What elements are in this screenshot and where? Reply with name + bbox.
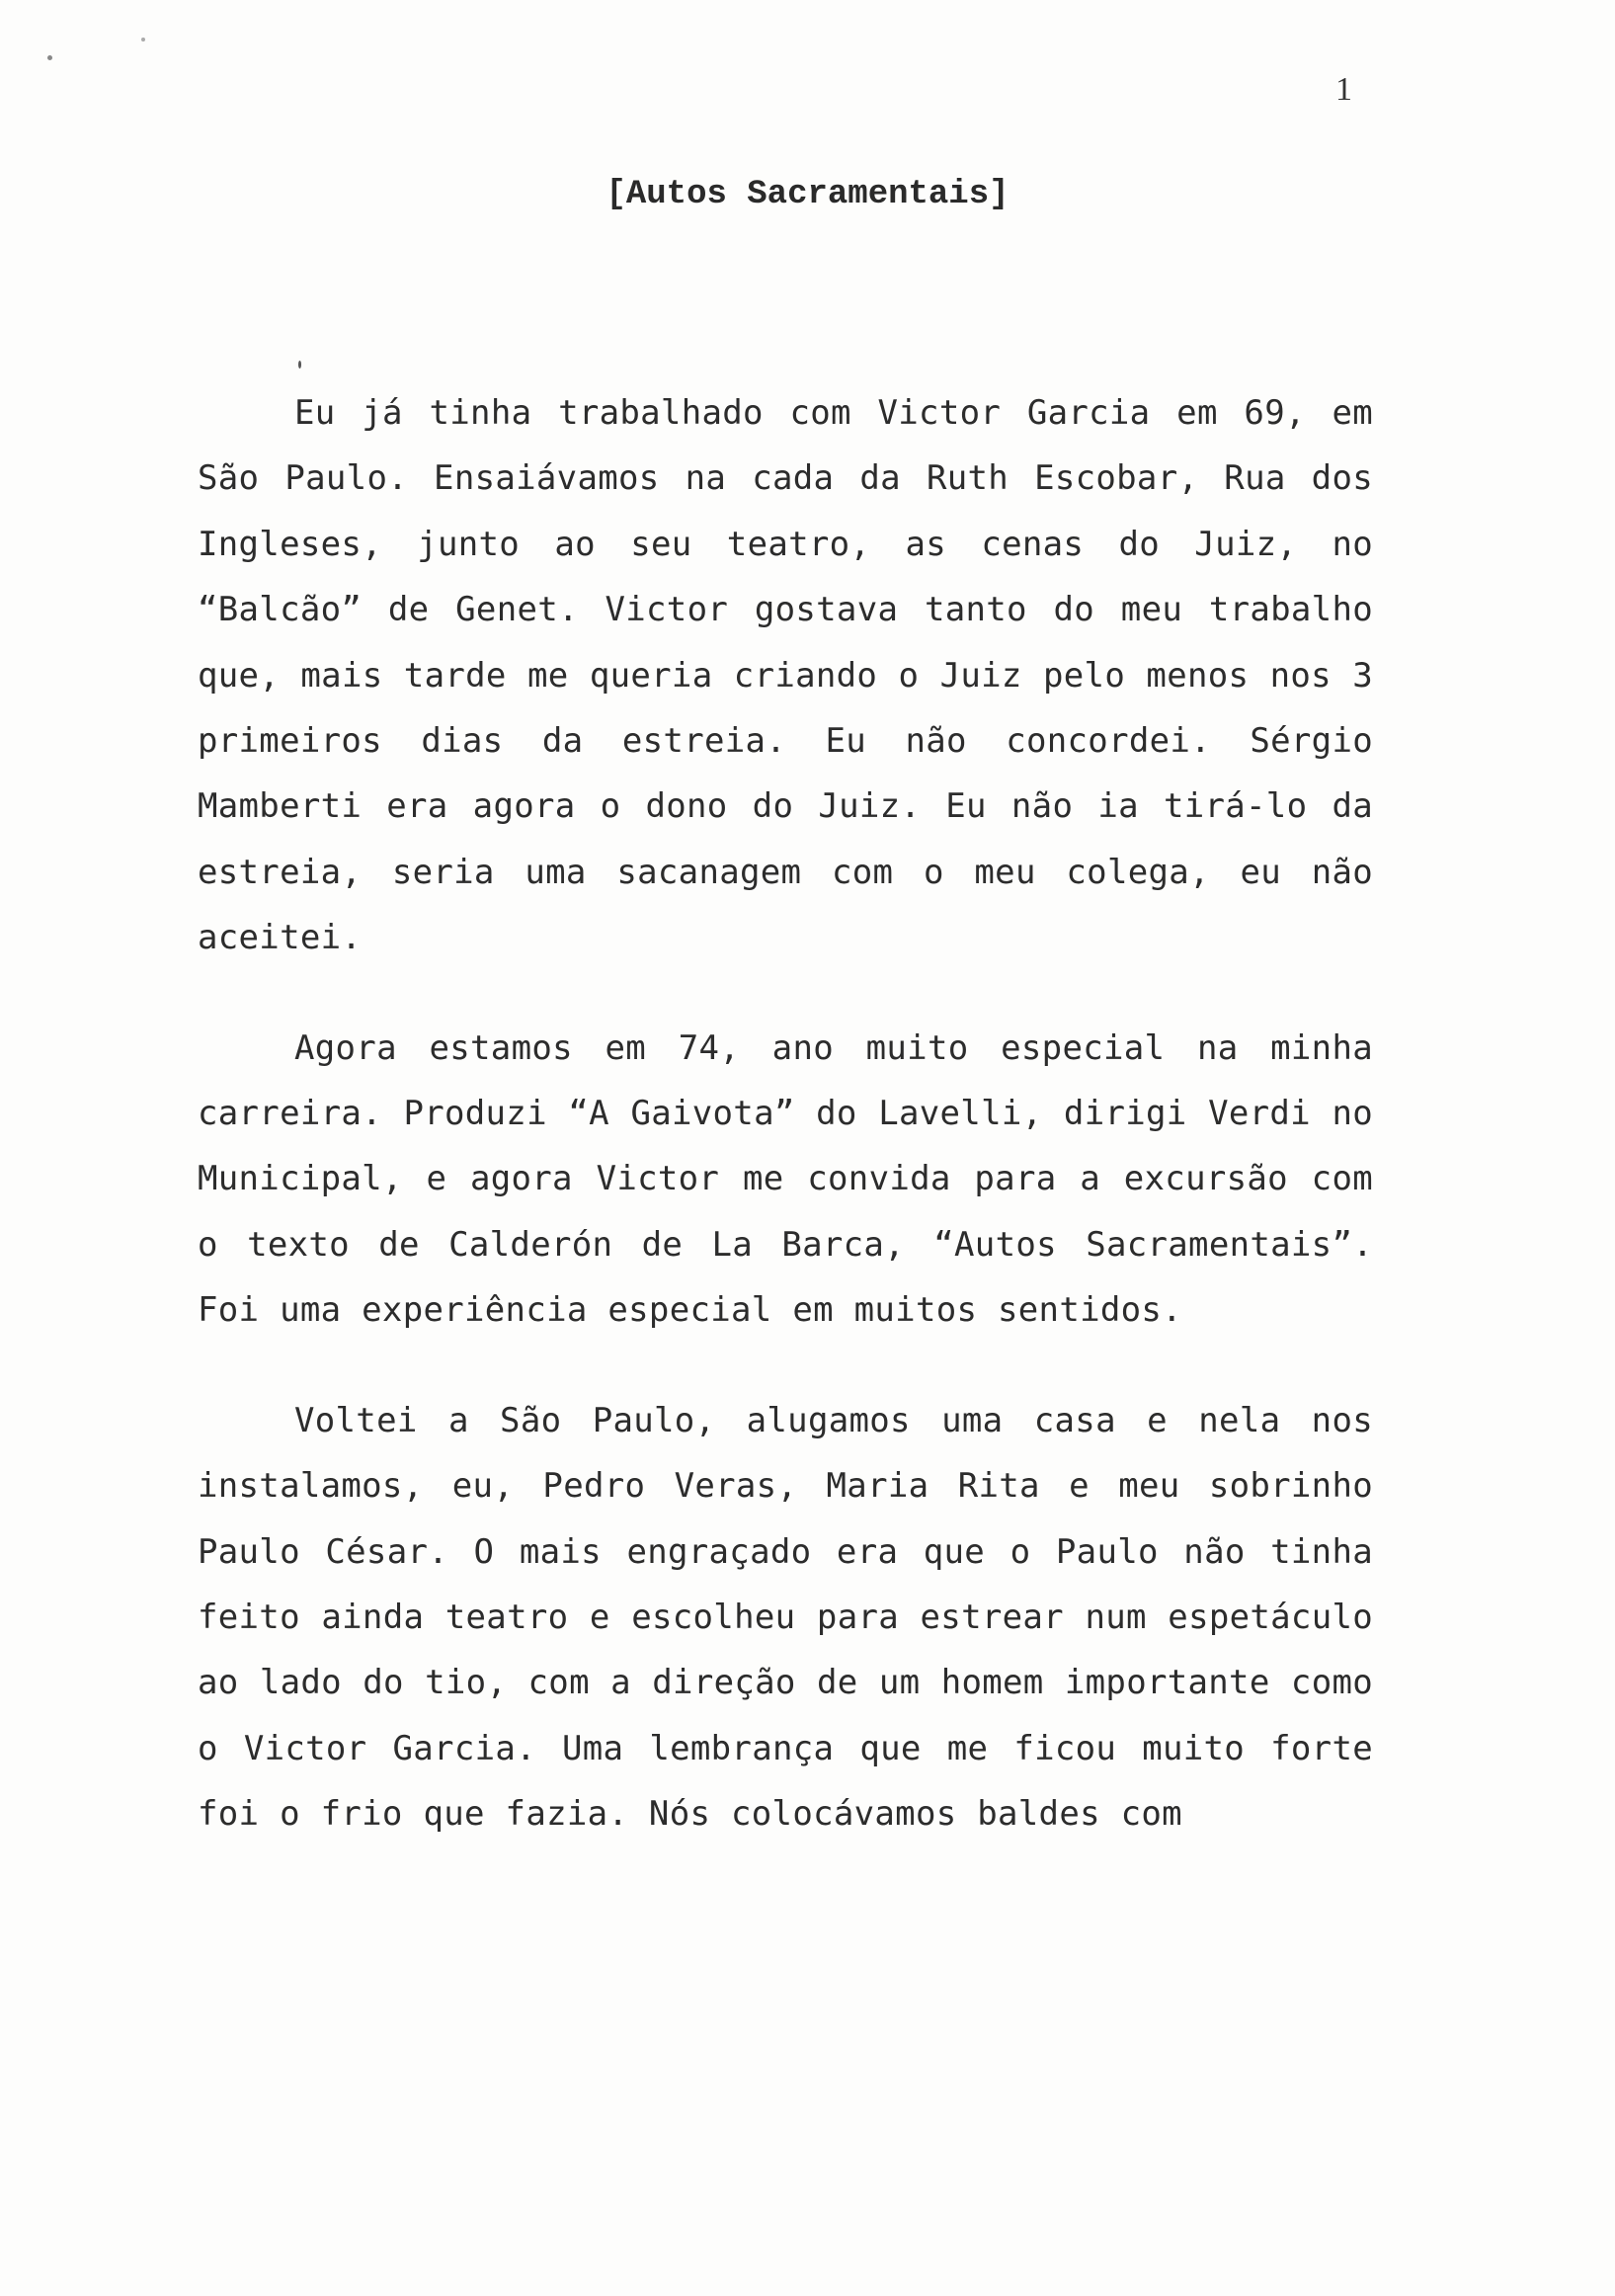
document-body	[198, 380, 1373, 1892]
paragraph: Agora estamos em 74, ano muito especial na minha carreira. Produzi “A Gaivota” do Lavelli, dirigi Verdi no Municipal, e agora Victor me convida para a excursão com o texto de Calderón de La Barca, “Autos Sacramentais”. Foi uma experiência especial em muitos sentidos.	[198, 1027, 1373, 1331]
paragraph: Voltei a São Paulo, alugamos uma casa e nela nos instalamos, eu, Pedro Veras, Maria Rita e meu sobrinho Paulo César. O mais engraçado era que o Paulo não tinha feito ainda teatro e escolheu para estrear num espetáculo ao lado do tio, com a direção de um homem importante como o Victor Garcia. Uma lembrança que me ficou muito forte foi o frio que fazia. Nós colocávamos baldes com	[198, 1400, 1373, 1835]
paper-speck	[298, 361, 301, 369]
document-title: [Autos Sacramentais]	[606, 176, 1009, 213]
page-number: 1	[1335, 71, 1352, 108]
paragraph: Eu já tinha trabalhado com Victor Garcia em 69, em São Paulo. Ensaiávamos na cada da Ruth Escobar, Rua dos Ingleses, junto ao seu teatro, as cenas do Juiz, no “Balcão” de Genet. Victor gostava tanto do meu trabalho que, mais tarde me queria criando o Juiz pelo menos nos 3 primeiros dias da estreia. Eu não concordei. Sérgio Mamberti era agora o dono do Juiz. Eu não ia tirá-lo da estreia, seria uma sacanagem com o meu colega, eu não aceitei.	[198, 393, 1373, 958]
paper-speck	[47, 55, 52, 60]
paper-speck	[141, 38, 145, 41]
